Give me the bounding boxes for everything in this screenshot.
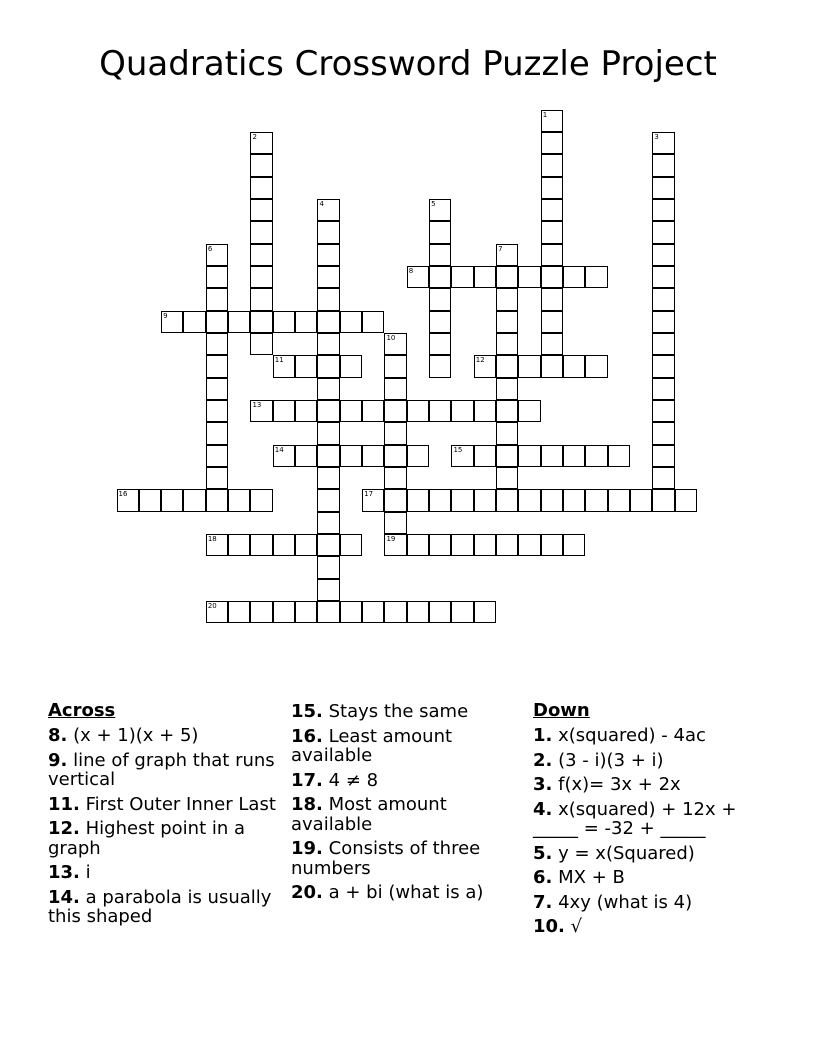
- clue-text: i: [85, 862, 91, 883]
- crossword-cell[interactable]: [206, 355, 228, 377]
- crossword-cell[interactable]: [250, 132, 272, 154]
- crossword-cell[interactable]: [496, 266, 518, 288]
- crossword-cell[interactable]: [250, 221, 272, 243]
- crossword-cell[interactable]: [340, 601, 362, 623]
- crossword-cell[interactable]: [451, 445, 473, 467]
- crossword-cell[interactable]: [451, 400, 473, 422]
- crossword-cell[interactable]: [340, 400, 362, 422]
- crossword-cell[interactable]: [317, 422, 339, 444]
- crossword-cell[interactable]: [563, 355, 585, 377]
- down-clue: [533, 775, 773, 795]
- across-clue: [291, 702, 531, 722]
- crossword-cell[interactable]: [117, 489, 139, 511]
- cell-number: 16: [118, 490, 128, 499]
- crossword-cell[interactable]: [407, 601, 429, 623]
- crossword-cell[interactable]: [384, 422, 406, 444]
- clue-text: (3 - i)(3 + i): [558, 749, 664, 771]
- crossword-cell[interactable]: [652, 378, 674, 400]
- crossword-cell[interactable]: [317, 556, 339, 578]
- crossword-cell[interactable]: [340, 445, 362, 467]
- across-clue: [291, 839, 531, 878]
- crossword-cell[interactable]: [384, 378, 406, 400]
- crossword-cell[interactable]: [317, 221, 339, 243]
- crossword-cell[interactable]: [183, 311, 205, 333]
- across-clue: [48, 888, 288, 927]
- cell-number: 10: [386, 334, 396, 343]
- crossword-cell[interactable]: [563, 445, 585, 467]
- across-clue: [48, 819, 288, 858]
- crossword-cell[interactable]: [161, 311, 183, 333]
- cell-number: 15: [453, 445, 463, 454]
- crossword-cell[interactable]: [206, 378, 228, 400]
- crossword-cell[interactable]: [496, 534, 518, 556]
- crossword-cell[interactable]: [496, 378, 518, 400]
- crossword-cell[interactable]: [496, 311, 518, 333]
- crossword-cell[interactable]: [407, 266, 429, 288]
- clue-number: 8.: [48, 725, 68, 746]
- crossword-cell[interactable]: [652, 445, 674, 467]
- crossword-cell[interactable]: [429, 221, 451, 243]
- crossword-cell[interactable]: [206, 244, 228, 266]
- crossword-cell[interactable]: [273, 601, 295, 623]
- clue-number: 4.: [533, 798, 553, 820]
- clue-text: f(x)= 3x + 2x: [558, 774, 681, 795]
- clue-text: Least amount available: [291, 725, 453, 766]
- down-clue: [533, 868, 773, 888]
- crossword-cell[interactable]: [474, 445, 496, 467]
- crossword-cell[interactable]: [273, 445, 295, 467]
- crossword-cell[interactable]: [340, 311, 362, 333]
- across-clues-column-1: [48, 700, 288, 932]
- cell-number: 13: [252, 401, 262, 410]
- crossword-cell[interactable]: [206, 333, 228, 355]
- crossword-cell[interactable]: [608, 489, 630, 511]
- crossword-cell[interactable]: [474, 266, 496, 288]
- crossword-cell[interactable]: [451, 601, 473, 623]
- clue-number: 6.: [533, 867, 553, 888]
- crossword-cell[interactable]: [474, 534, 496, 556]
- crossword-cell[interactable]: [295, 311, 317, 333]
- crossword-cell[interactable]: [563, 266, 585, 288]
- crossword-cell[interactable]: [250, 489, 272, 511]
- crossword-cell[interactable]: [652, 199, 674, 221]
- crossword-cell[interactable]: [384, 333, 406, 355]
- crossword-cell[interactable]: [518, 355, 540, 377]
- crossword-cell[interactable]: [652, 355, 674, 377]
- crossword-cell[interactable]: [496, 489, 518, 511]
- clue-text: Highest point in a graph: [48, 818, 246, 859]
- crossword-cell[interactable]: [451, 534, 473, 556]
- crossword-cell[interactable]: [652, 266, 674, 288]
- crossword-cell[interactable]: [317, 199, 339, 221]
- clue-text: 4 ≠ 8: [328, 769, 379, 791]
- cell-number: 17: [364, 490, 374, 499]
- crossword-cell[interactable]: [541, 132, 563, 154]
- crossword-cell[interactable]: [250, 154, 272, 176]
- crossword-cell[interactable]: [206, 467, 228, 489]
- cell-number: 18: [207, 535, 217, 544]
- crossword-cell[interactable]: [541, 221, 563, 243]
- clue-text: Most amount available: [291, 794, 447, 835]
- crossword-cell[interactable]: [429, 266, 451, 288]
- crossword-cell[interactable]: [206, 534, 228, 556]
- clue-number: 1.: [533, 725, 553, 746]
- crossword-cell[interactable]: [228, 489, 250, 511]
- crossword-cell[interactable]: [250, 534, 272, 556]
- across-clue: [291, 727, 531, 766]
- clue-text: x(squared) - 4ac: [558, 725, 706, 746]
- across-clue: [291, 883, 531, 903]
- cell-number: 1: [542, 110, 548, 119]
- crossword-cell[interactable]: [317, 445, 339, 467]
- crossword-cell[interactable]: [250, 333, 272, 355]
- clue-number: 14.: [48, 886, 80, 908]
- crossword-cell[interactable]: [317, 288, 339, 310]
- clue-text: 4xy (what is 4): [558, 891, 693, 913]
- crossword-cell[interactable]: [206, 288, 228, 310]
- crossword-cell[interactable]: [295, 534, 317, 556]
- clue-number: 7.: [533, 891, 553, 913]
- crossword-cell[interactable]: [429, 400, 451, 422]
- crossword-cell[interactable]: [518, 445, 540, 467]
- crossword-cell[interactable]: [541, 266, 563, 288]
- crossword-cell[interactable]: [384, 601, 406, 623]
- clue-number: 19.: [291, 838, 323, 859]
- crossword-cell[interactable]: [518, 266, 540, 288]
- crossword-cell[interactable]: [541, 199, 563, 221]
- crossword-cell[interactable]: [228, 601, 250, 623]
- down-clue: [533, 844, 773, 864]
- across-clue: [291, 771, 531, 791]
- crossword-cell[interactable]: [496, 467, 518, 489]
- cell-number: 19: [386, 535, 396, 544]
- crossword-cell[interactable]: [563, 489, 585, 511]
- crossword-cell[interactable]: [362, 311, 384, 333]
- crossword-cell[interactable]: [652, 288, 674, 310]
- crossword-cell[interactable]: [429, 333, 451, 355]
- crossword-cell[interactable]: [407, 534, 429, 556]
- clue-text: line of graph that runs vertical: [48, 749, 275, 790]
- crossword-cell[interactable]: [541, 288, 563, 310]
- across-clue: [48, 863, 288, 883]
- cell-number: 7: [498, 244, 503, 253]
- down-clue: [533, 751, 773, 771]
- crossword-cell[interactable]: [518, 400, 540, 422]
- crossword-cell[interactable]: [317, 601, 339, 623]
- crossword-cell[interactable]: [295, 355, 317, 377]
- crossword-cell[interactable]: [675, 489, 697, 511]
- clue-number: 5.: [533, 842, 553, 864]
- clue-text: y = x(Squared): [558, 842, 695, 864]
- crossword-cell[interactable]: [652, 132, 674, 154]
- crossword-cell[interactable]: [206, 489, 228, 511]
- down-clues-column: [533, 700, 773, 942]
- crossword-cell[interactable]: [250, 199, 272, 221]
- crossword-cell[interactable]: [496, 400, 518, 422]
- crossword-cell[interactable]: [317, 244, 339, 266]
- crossword-cell[interactable]: [541, 177, 563, 199]
- crossword-cell[interactable]: [541, 110, 563, 132]
- crossword-cell[interactable]: [295, 400, 317, 422]
- across-clue: [291, 795, 531, 834]
- crossword-cell[interactable]: [273, 534, 295, 556]
- crossword-cell[interactable]: [474, 601, 496, 623]
- crossword-cell[interactable]: [496, 422, 518, 444]
- crossword-cell[interactable]: [317, 311, 339, 333]
- crossword-cell[interactable]: [652, 154, 674, 176]
- crossword-cell[interactable]: [362, 400, 384, 422]
- crossword-cell[interactable]: [384, 489, 406, 511]
- clue-text: First Outer Inner Last: [85, 793, 276, 815]
- cell-number: 11: [274, 356, 284, 365]
- crossword-cell[interactable]: [250, 311, 272, 333]
- crossword-cell[interactable]: [206, 422, 228, 444]
- crossword-cell[interactable]: [585, 266, 607, 288]
- crossword-cell[interactable]: [541, 445, 563, 467]
- crossword-cell[interactable]: [317, 333, 339, 355]
- page-title: Quadratics Crossword Puzzle Project: [99, 44, 717, 84]
- crossword-cell[interactable]: [317, 266, 339, 288]
- crossword-cell[interactable]: [317, 512, 339, 534]
- crossword-cell[interactable]: [652, 244, 674, 266]
- crossword-cell[interactable]: [250, 288, 272, 310]
- crossword-cell[interactable]: [496, 288, 518, 310]
- crossword-cell[interactable]: [652, 333, 674, 355]
- clue-text: Consists of three numbers: [291, 838, 481, 879]
- cell-number: 14: [274, 445, 284, 454]
- crossword-cell[interactable]: [652, 311, 674, 333]
- crossword-cell[interactable]: [652, 489, 674, 511]
- down-clue: [533, 893, 773, 913]
- crossword-cell[interactable]: [541, 534, 563, 556]
- crossword-cell[interactable]: [206, 266, 228, 288]
- clue-text: MX + B: [558, 867, 625, 888]
- across-clue: [48, 751, 288, 790]
- clue-number: 9.: [48, 749, 68, 771]
- crossword-cell[interactable]: [295, 445, 317, 467]
- crossword-cell[interactable]: [541, 489, 563, 511]
- crossword-cell[interactable]: [250, 400, 272, 422]
- crossword-cell[interactable]: [429, 311, 451, 333]
- crossword-cell[interactable]: [474, 489, 496, 511]
- crossword-cell[interactable]: [429, 288, 451, 310]
- crossword-cell[interactable]: [407, 489, 429, 511]
- cell-number: 8: [408, 267, 414, 276]
- crossword-cell[interactable]: [630, 489, 652, 511]
- crossword-cell[interactable]: [340, 355, 362, 377]
- crossword-cell[interactable]: [317, 378, 339, 400]
- crossword-cell[interactable]: [585, 355, 607, 377]
- crossword-cell[interactable]: [250, 177, 272, 199]
- crossword-cell[interactable]: [250, 266, 272, 288]
- clue-text: a + bi (what is a): [328, 882, 484, 903]
- crossword-cell[interactable]: [585, 445, 607, 467]
- clue-number: 20.: [291, 882, 323, 903]
- crossword-cell[interactable]: [317, 355, 339, 377]
- clue-number: 13.: [48, 862, 80, 883]
- crossword-cell[interactable]: [317, 400, 339, 422]
- clue-number: 12.: [48, 818, 80, 839]
- crossword-cell[interactable]: [317, 534, 339, 556]
- down-heading: Down: [533, 700, 590, 721]
- crossword-cell[interactable]: [429, 534, 451, 556]
- crossword-cell[interactable]: [451, 266, 473, 288]
- crossword-cell[interactable]: [206, 400, 228, 422]
- clue-number: 3.: [533, 774, 553, 795]
- crossword-cell[interactable]: [250, 601, 272, 623]
- crossword-cell[interactable]: [429, 199, 451, 221]
- across-heading: Across: [48, 700, 116, 721]
- cell-number: 20: [207, 602, 217, 611]
- crossword-cell[interactable]: [429, 244, 451, 266]
- across-clue: [48, 726, 288, 746]
- crossword-cell[interactable]: [317, 489, 339, 511]
- cell-number: 9: [163, 311, 168, 320]
- crossword-cell[interactable]: [384, 355, 406, 377]
- crossword-cell[interactable]: [139, 489, 161, 511]
- down-clue: [533, 726, 773, 746]
- crossword-cell[interactable]: [652, 221, 674, 243]
- crossword-cell[interactable]: [384, 512, 406, 534]
- cell-number: 2: [252, 133, 257, 142]
- cell-number: 4: [319, 200, 324, 209]
- crossword-cell[interactable]: [541, 333, 563, 355]
- crossword-cell[interactable]: [451, 489, 473, 511]
- crossword-cell[interactable]: [206, 445, 228, 467]
- cell-number: 6: [207, 244, 213, 253]
- crossword-cell[interactable]: [384, 534, 406, 556]
- crossword-cell[interactable]: [541, 311, 563, 333]
- crossword-cell[interactable]: [206, 311, 228, 333]
- clue-number: 11.: [48, 793, 80, 815]
- clue-text: √: [570, 916, 583, 937]
- crossword-cell[interactable]: [384, 400, 406, 422]
- clue-number: 10.: [533, 916, 565, 937]
- crossword-cell[interactable]: [295, 601, 317, 623]
- clue-number: 15.: [291, 701, 323, 722]
- crossword-cell[interactable]: [474, 355, 496, 377]
- crossword-cell[interactable]: [273, 311, 295, 333]
- crossword-cell[interactable]: [362, 601, 384, 623]
- crossword-cell[interactable]: [652, 400, 674, 422]
- clue-text: a parabola is usually this shaped: [48, 886, 272, 927]
- crossword-cell[interactable]: [228, 534, 250, 556]
- clue-number: 2.: [533, 749, 553, 771]
- crossword-cell[interactable]: [407, 445, 429, 467]
- crossword-cell[interactable]: [474, 400, 496, 422]
- crossword-cell[interactable]: [273, 400, 295, 422]
- crossword-cell[interactable]: [206, 601, 228, 623]
- crossword-cell[interactable]: [273, 355, 295, 377]
- crossword-cell[interactable]: [429, 355, 451, 377]
- cell-number: 3: [654, 133, 659, 142]
- crossword-cell[interactable]: [228, 311, 250, 333]
- crossword-cell[interactable]: [384, 467, 406, 489]
- crossword-cell[interactable]: [384, 445, 406, 467]
- clue-number: 18.: [291, 794, 323, 815]
- crossword-cell[interactable]: [250, 244, 272, 266]
- crossword-cell[interactable]: [518, 489, 540, 511]
- crossword-cell[interactable]: [541, 244, 563, 266]
- crossword-cell[interactable]: [317, 467, 339, 489]
- crossword-cell[interactable]: [652, 467, 674, 489]
- crossword-cell[interactable]: [518, 534, 540, 556]
- across-clue: [48, 795, 288, 815]
- down-clue: [533, 917, 773, 937]
- crossword-cell[interactable]: [340, 534, 362, 556]
- crossword-cell[interactable]: [652, 177, 674, 199]
- crossword-cell[interactable]: [429, 489, 451, 511]
- crossword-cell[interactable]: [161, 489, 183, 511]
- crossword-cell[interactable]: [429, 601, 451, 623]
- crossword-cell[interactable]: [652, 422, 674, 444]
- clue-number: 17.: [291, 769, 323, 791]
- clue-text: (x + 1)(x + 5): [73, 725, 199, 746]
- crossword-cell[interactable]: [496, 355, 518, 377]
- crossword-cell[interactable]: [317, 579, 339, 601]
- crossword-cell[interactable]: [496, 244, 518, 266]
- crossword-cell[interactable]: [563, 534, 585, 556]
- cell-number: 12: [475, 356, 485, 365]
- crossword-cell[interactable]: [541, 355, 563, 377]
- crossword-cell[interactable]: [183, 489, 205, 511]
- down-clue: [533, 800, 773, 839]
- crossword-cell[interactable]: [585, 489, 607, 511]
- clue-number: 16.: [291, 725, 323, 747]
- across-clues-column-2: [291, 702, 531, 908]
- crossword-cell[interactable]: [541, 154, 563, 176]
- clue-text: x(squared) + 12x + _____ = -32 + _____: [533, 798, 737, 839]
- crossword-cell[interactable]: [362, 445, 384, 467]
- crossword-cell[interactable]: [362, 489, 384, 511]
- clue-text: Stays the same: [328, 701, 469, 722]
- crossword-cell[interactable]: [608, 445, 630, 467]
- crossword-cell[interactable]: [407, 400, 429, 422]
- crossword-cell[interactable]: [496, 445, 518, 467]
- crossword-cell[interactable]: [496, 333, 518, 355]
- cell-number: 5: [431, 200, 436, 209]
